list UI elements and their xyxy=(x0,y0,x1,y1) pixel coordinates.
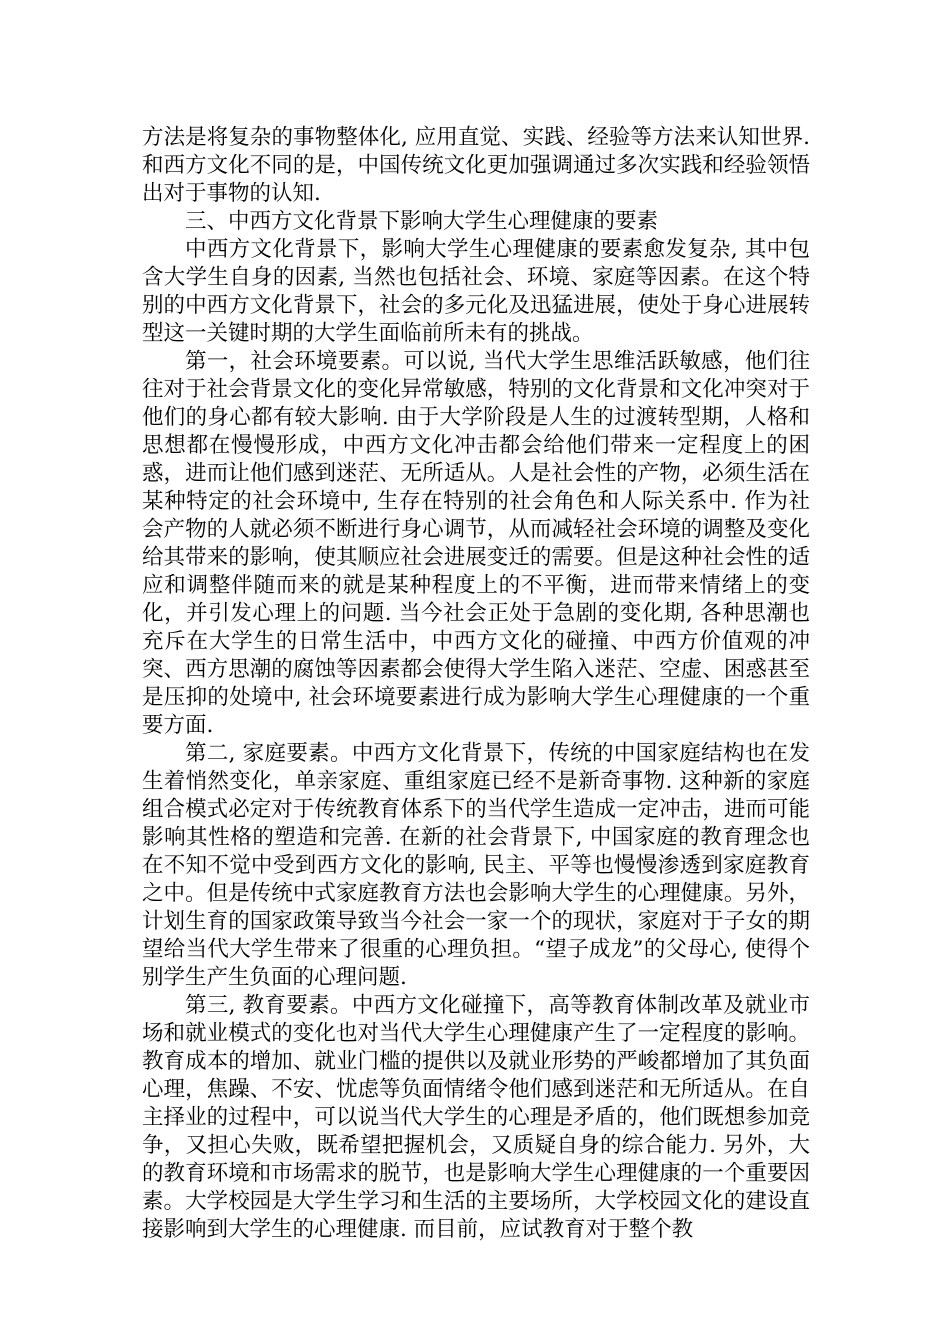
document-page xyxy=(142,124,810,1244)
paragraph-education-factor: 第三, 教育要素。中西方文化碰撞下，高等教育体制改革及就业市场和就业模式的变化也对当代大学生心理健康产生了一定程度的影响。教育成本的增加、就业门槛的提供以及就业形势的严峻都增加了其负面心理，焦躁、不安、忧虑等负面情绪令他们感到迷茫和无所适从。在自主择业的过程中，可以说当代大学生的心理是矛盾的，他们既想参加竞争，又担心失败，既希望把握机会，又质疑自身的综合能力. 另外，大的教育环境和市场需求的脱节，也是影响大学生心理健康的一个重要因素。大学校园是大学生学习和生活的主要场所，大学校园文化的建设直接影响到大学生的心理健康. 而目前，应试教育对于整个教 xyxy=(142,993,810,1242)
paragraph-family-factor: 第二, 家庭要素。中西方文化背景下，传统的中国家庭结构也在发生着悄然变化，单亲家庭、重组家庭已经不是新奇事物. 这种新的家庭组合模式必定对于传统教育体系下的当代学生造成一定冲击，进而可能影响其性格的塑造和完善. 在新的社会背景下, 中国家庭的教育理念也在不知不觉中受到西方文化的影响, 民主、平等也慢慢渗透到家庭教育之中。但是传统中式家庭教育方法也会影响大学生的心理健康。另外，计划生育的国家政策导致当今社会一家一个的现状，家庭对于子女的期望给当代大学生带来了很重的心理负担。“望子成龙”的父母心, 使得个别学生产生负面的心理问题. xyxy=(142,741,810,990)
paragraph-intro: 中西方文化背景下，影响大学生心理健康的要素愈发复杂, 其中包含大学生自身的因素, 当然也包括社会、环境、家庭等因素。在这个特别的中西方文化背景下，社会的多元化及迅猛进展，使处于身心进展转型这一关键时期的大学生面临前所未有的挑战。 xyxy=(142,237,810,346)
paragraph-social-factor: 第一，社会环境要素。可以说, 当代大学生思维活跃敏感，他们往往对于社会背景文化的变化异常敏感，特别的文化背景和文化冲突对于他们的身心都有较大影响. 由于大学阶段是人生的过渡转型期，人格和思想都在慢慢形成，中西方文化冲击都会给他们带来一定程度上的困惑，进而让他们感到迷茫、无所适从。人是社会性的产物，必须生活在某种特定的社会环境中, 生存在特别的社会角色和人际关系中. 作为社会产物的人就必须不断进行身心调节，从而减轻社会环境的调整及变化给其带来的影响，使其顺应社会进展变迁的需要。但是这种社会性的适应和调整伴随而来的就是某种程度上的不平衡，进而带来情绪上的变化，并引发心理上的问题. 当今社会正处于急剧的变化期, 各种思潮也充斥在大学生的日常生活中，中西方文化的碰撞、中西方价值观的冲突、西方思潮的腐蚀等因素都会使得大学生陷入迷茫、空虚、困惑甚至是压抑的处境中, 社会环境要素进行成为影响大学生心理健康的一个重要方面. xyxy=(142,349,810,738)
section-heading: 三、中西方文化背景下影响大学生心理健康的要素 xyxy=(185,209,659,234)
paragraph-continuation: 方法是将复杂的事物整体化, 应用直觉、实践、经验等方法来认知世界. 和西方文化不同的是，中国传统文化更加强调通过多次实践和经验领悟出对于事物的认知. xyxy=(142,125,810,206)
